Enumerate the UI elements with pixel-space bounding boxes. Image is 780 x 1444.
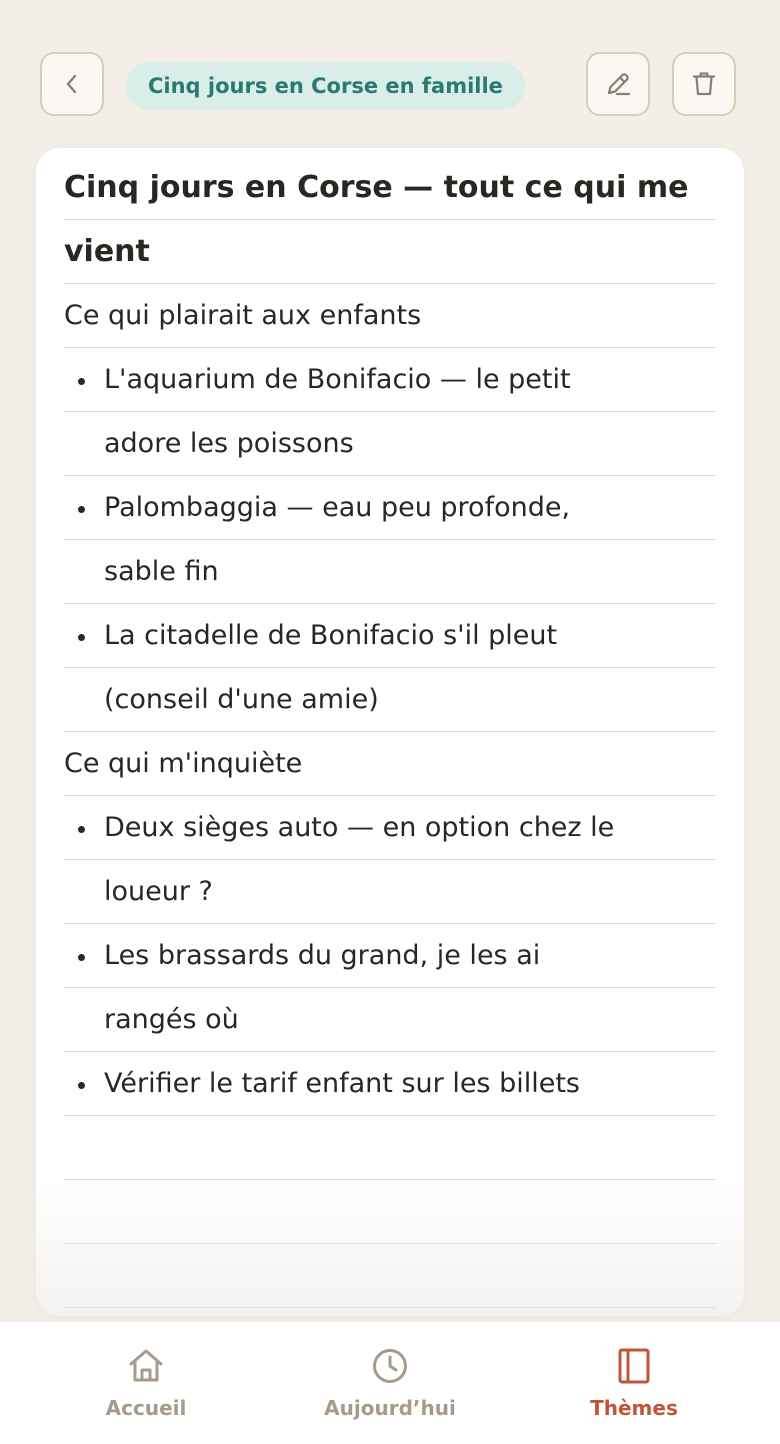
list-item-text: Palombaggia — eau peu profonde, [104, 492, 571, 523]
section-heading: Ce qui m'inquiète [64, 732, 716, 796]
book-icon [534, 1346, 734, 1390]
note-title-line: vient [64, 220, 716, 284]
bullet-icon [78, 826, 85, 833]
list-item [64, 604, 716, 668]
note-card[interactable] [36, 148, 744, 1316]
list-item [64, 796, 716, 860]
list-item-continuation: adore les poissons [64, 412, 716, 476]
trash-icon [691, 70, 717, 98]
nav-item-today[interactable] [290, 1346, 490, 1420]
empty-line [64, 1116, 716, 1180]
top-bar [40, 52, 740, 120]
empty-line [64, 1244, 716, 1308]
list-item [64, 1052, 716, 1116]
list-item [64, 476, 716, 540]
bottom-navigation [0, 1322, 780, 1444]
list-item-continuation: (conseil d'une amie) [64, 668, 716, 732]
bullet-icon [78, 954, 85, 961]
nav-label-today: Aujourd’hui [324, 1396, 456, 1420]
list-item-text: La citadelle de Bonifacio s'il pleut [104, 620, 558, 651]
pencil-icon [603, 69, 633, 99]
chevron-left-icon [64, 73, 80, 95]
nav-label-home: Accueil [105, 1396, 187, 1420]
list-item-continuation: rangés où [64, 988, 716, 1052]
note-tag[interactable]: Cinq jours en Corse en famille [126, 62, 525, 110]
list-item-continuation: sable fin [64, 540, 716, 604]
note-title-line: Cinq jours en Corse — tout ce qui me [64, 156, 716, 220]
list-item-continuation: loueur ? [64, 860, 716, 924]
empty-line [64, 1180, 716, 1244]
back-button[interactable] [40, 52, 104, 116]
list-item [64, 924, 716, 988]
nav-item-home[interactable] [46, 1346, 246, 1420]
bullet-icon [78, 378, 85, 385]
section-heading: Ce qui plairait aux enfants [64, 284, 716, 348]
list-item-text: Vérifier le tarif enfant sur les billets [104, 1068, 580, 1099]
list-item-text: Les brassards du grand, je les ai [104, 940, 541, 971]
edit-button[interactable] [586, 52, 650, 116]
bullet-icon [78, 1082, 85, 1089]
delete-button[interactable] [672, 52, 736, 116]
bullet-icon [78, 634, 85, 641]
home-icon [46, 1346, 246, 1390]
nav-item-themes[interactable] [534, 1346, 734, 1420]
clock-icon [290, 1346, 490, 1390]
list-item-text: L'aquarium de Bonifacio — le petit [104, 364, 571, 395]
list-item [64, 348, 716, 412]
note-body[interactable] [64, 156, 716, 1308]
bullet-icon [78, 506, 85, 513]
list-item-text: Deux sièges auto — en option chez le [104, 812, 615, 843]
nav-label-themes: Thèmes [590, 1396, 678, 1420]
